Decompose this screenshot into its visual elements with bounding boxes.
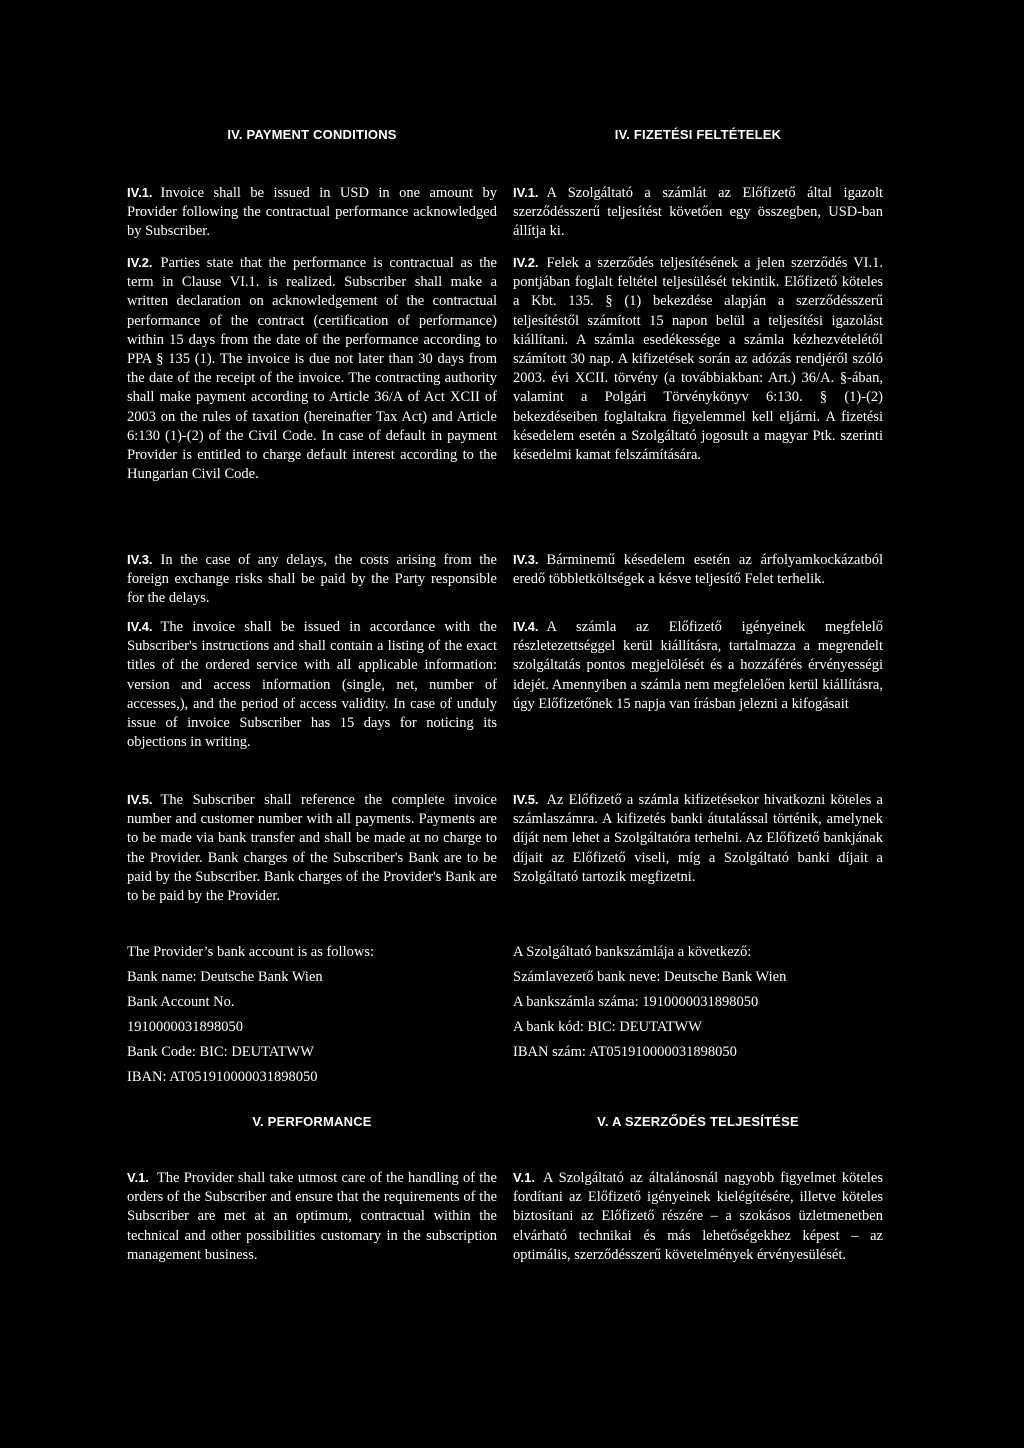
bank-code-hu: A bank kód: BIC: DEUTATWW: [513, 1019, 702, 1035]
bank-account-hu: A bankszámla száma: 1910000031898050: [513, 994, 759, 1010]
clause-number: IV.3.: [127, 552, 153, 567]
clause-text: Bárminemű késedelem esetén az árfolyamkockázatból eredő többletköltségek a késve teljesítő Felet terhelik.: [513, 552, 883, 588]
clause-iv-4-en: [127, 617, 497, 752]
bank-iban-en: IBAN: AT051910000031898050: [127, 1069, 318, 1085]
clause-number: IV.1.: [513, 185, 539, 200]
clause-text: A Szolgáltató az általánosnál nagyobb figyelmet köteles fordítani az Előfizető igényeinek kielégítésére, illetve köteles biztosítani az Előfizető részére – a szokásos üzletmenetben elvárható technikai és más lehetőségekhez képest – az optimális, szerződésszerű követelmények érvényesülését.: [513, 1170, 883, 1263]
section-iv-title-hu: IV. FIZETÉSI FELTÉTELEK: [614, 127, 782, 142]
clause-number: IV.4.: [513, 619, 539, 634]
clause-v-1-en: [127, 1168, 497, 1265]
clause-number: IV.1.: [127, 185, 153, 200]
clause-iv-3-hu: [513, 550, 883, 589]
clause-text: The invoice shall be issued in accordance with the Subscriber's instructions and shall contain a listing of the exact titles of the ordered service with all applicable information: version and access information (single, net, number of accesses,), and the period of access validity. In case of unduly issue of invoice Subscriber has 15 days for noticing its objections in writing.: [127, 619, 497, 751]
bank-iban-hu: IBAN szám: AT051910000031898050: [513, 1044, 737, 1060]
clause-number: IV.2.: [127, 255, 153, 270]
section-iv-title-en: IV. PAYMENT CONDITIONS: [227, 127, 397, 142]
clause-text: The Provider shall take utmost care of the handling of the orders of the Subscriber and ensure that the requirements of the Subscriber are met at an optimum, contractual within the technical and other possibilities customary in the subscription management business.: [127, 1170, 497, 1263]
clause-iv-2-en: [127, 253, 497, 484]
bank-account-label-en: Bank Account No.: [127, 994, 235, 1010]
clause-number: IV.3.: [513, 552, 539, 567]
clause-text: A számla az Előfizető igényeinek megfelelő részletezettséggel kerül kiállításra, tartalmazza a megrendelt szolgáltatás pontos megjelölését és a hozzáférés érvényességi idejét. Amennyiben a számla nem megfelelően kerül kiállításra, úgy Előfizetőnek 15 napja van írásban jelezni a kifogásait: [513, 619, 883, 712]
clause-text: In the case of any delays, the costs arising from the foreign exchange risks shall be paid by the Party responsible for the delays.: [127, 552, 497, 607]
bank-account-number-en: 1910000031898050: [127, 1019, 243, 1035]
clause-text: Parties state that the performance is contractual as the term in Clause VI.1. is realized. Subscriber shall make a written declaration on acknowledgement of the contractual performance of the contract (certification of performance) within 15 days from the date of the performance according to PPA § 135 (1). The invoice is due not later than 30 days from the date of the receipt of the invoice. The contracting authority shall make payment according to Article 36/A of Act XCII of 2003 on the rules of taxation (hereinafter Tax Act) and Article 6:130 (1)-(2) of the Civil Code. In case of default in payment Provider is entitled to charge default interest according to the Hungarian Civil Code.: [127, 255, 497, 483]
bank-intro-hu: A Szolgáltató bankszámlája a következő:: [513, 944, 752, 960]
clause-iv-4-hu: [513, 617, 883, 714]
clause-iv-5-en: [127, 790, 497, 906]
clause-number: V.1.: [513, 1170, 535, 1185]
bank-name-hu: Számlavezető bank neve: Deutsche Bank Wien: [513, 969, 787, 985]
clause-iv-3-en: [127, 550, 497, 609]
clause-iv-1-hu: [513, 183, 883, 242]
bank-code-en: Bank Code: BIC: DEUTATWW: [127, 1044, 314, 1060]
clause-text: The Subscriber shall reference the complete invoice number and customer number with all payments. Payments are to be made via bank transfer and shall be made at no charge to the Provider. Bank charges of the Subscriber's Bank are to be paid by the Subscriber. Bank charges of the Provider's Bank are to be paid by the Provider.: [127, 792, 497, 905]
clause-text: Invoice shall be issued in USD in one amount by Provider following the contractual performance acknowledged by Subscriber.: [127, 185, 497, 240]
bank-name-en: Bank name: Deutsche Bank Wien: [127, 969, 323, 985]
clause-iv-5-hu: [513, 790, 883, 887]
clause-number: IV.2.: [513, 255, 539, 270]
clause-text: Az Előfizető a számla kifizetésekor hivatkozni köteles a számlaszámra. A kifizetés banki átutalással történik, amelynek díját nem lehet a Szolgáltatóra terhelni. Az Előfizető bankjának díjait az Előfizető viseli, míg a Szolgáltató banki díjait a Szolgáltató tartozik megfizetni.: [513, 792, 883, 885]
bank-intro-en: The Provider’s bank account is as follows:: [127, 944, 374, 960]
clause-number: IV.4.: [127, 619, 153, 634]
section-v-title-en: V. PERFORMANCE: [252, 1114, 372, 1129]
clause-v-1-hu: [513, 1168, 883, 1265]
clause-number: V.1.: [127, 1170, 149, 1185]
clause-number: IV.5.: [127, 792, 153, 807]
clause-text: A Szolgáltató a számlát az Előfizető által igazolt szerződésszerű teljesítést követően egy összegben, USD-ban állítja ki.: [513, 185, 883, 240]
clause-number: IV.5.: [513, 792, 539, 807]
section-v-title-hu: V. A SZERZŐDÉS TELJESÍTÉSE: [597, 1114, 799, 1129]
clause-iv-1-en: [127, 183, 497, 242]
clause-text: Felek a szerződés teljesítésének a jelen szerződés VI.1. pontjában foglalt feltétel teljesülését tekintik. Előfizető köteles a Kbt. 135. § (1) bekezdése alapján a szerződésszerű teljesítéstől számított 15 napon belül a teljesítési igazolást kiállítani. A számla esedékessége a számla kézhezvételétől számított 30 nap. A kifizetések során az adózás rendjéről szóló 2003. évi XCII. törvény (a továbbiakban: Art.) 36/A. §-ában, valamint a Polgári Törvénykönyv 6:130. § (1)-(2) bekezdéseiben foglaltakra figyelemmel kell eljárni. A fizetési késedelem esetén a Szolgáltató jogosult a magyar Ptk. szerinti késedelmi kamat felszámítására.: [513, 255, 883, 464]
clause-iv-2-hu: [513, 253, 883, 465]
